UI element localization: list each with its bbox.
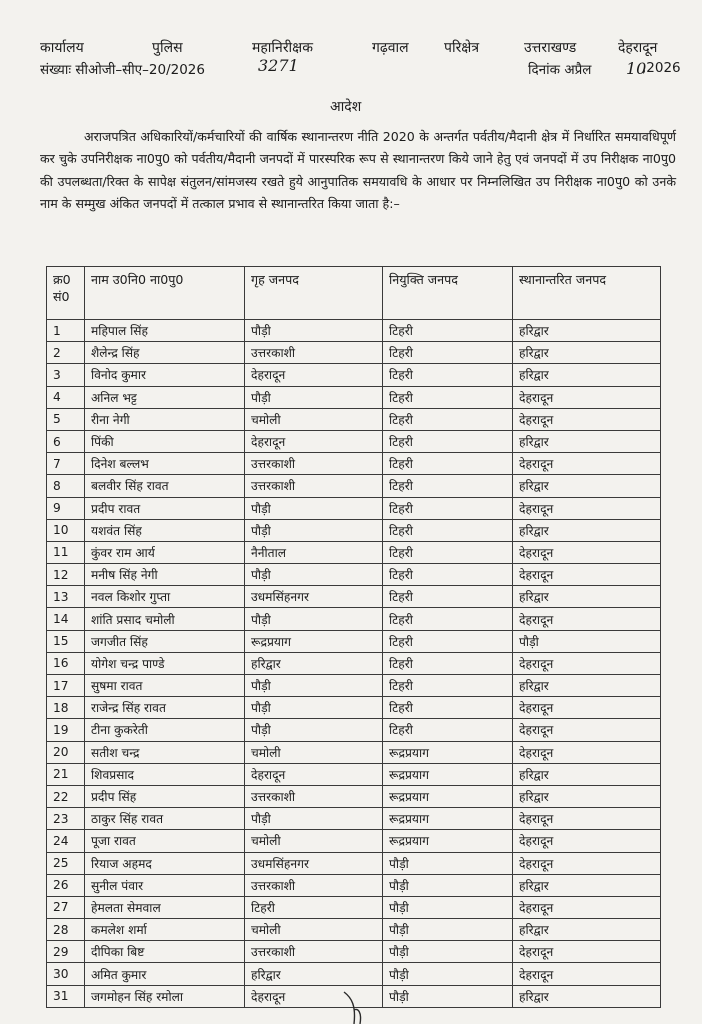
cell-transfer-district: हरिद्वार (513, 675, 661, 697)
cell-posting-district: टिहरी (383, 564, 513, 586)
order-title: आदेश (330, 99, 362, 115)
cell-posting-district: टिहरी (383, 608, 513, 630)
cell-sno: 1 (47, 320, 85, 342)
reference-line (40, 56, 681, 80)
cell-name: अमित कुमार (85, 963, 245, 985)
header-word: देहरादून (618, 40, 658, 56)
cell-sno: 30 (47, 963, 85, 985)
date-label: दिनांक अप्रैल (528, 62, 592, 78)
cell-transfer-district: हरिद्वार (513, 342, 661, 364)
cell-transfer-district: देहरादून (513, 564, 661, 586)
cell-sno: 7 (47, 453, 85, 475)
cell-sno: 14 (47, 608, 85, 630)
cell-home-district: देहरादून (245, 430, 383, 452)
cell-name: ठाकुर सिंह रावत (85, 808, 245, 830)
cell-transfer-district: देहरादून (513, 453, 661, 475)
table-row (47, 564, 661, 586)
cell-posting-district: टिहरी (383, 586, 513, 608)
cell-name: नवल किशोर गुप्ता (85, 586, 245, 608)
cell-posting-district: पौड़ी (383, 896, 513, 918)
cell-name: रियाज अहमद (85, 852, 245, 874)
table-row (47, 320, 661, 342)
col-header-sno (47, 267, 85, 320)
cell-name: टीना कुकरेती (85, 719, 245, 741)
cell-transfer-district: देहरादून (513, 386, 661, 408)
cell-transfer-district: हरिद्वार (513, 430, 661, 452)
table-row (47, 763, 661, 785)
table-header-row (47, 267, 661, 320)
cell-home-district: हरिद्वार (245, 652, 383, 674)
cell-home-district: पौड़ी (245, 497, 383, 519)
cell-sno: 20 (47, 741, 85, 763)
cell-sno: 13 (47, 586, 85, 608)
cell-sno: 15 (47, 630, 85, 652)
cell-posting-district: पौड़ी (383, 874, 513, 896)
cell-transfer-district: देहरादून (513, 963, 661, 985)
cell-transfer-district: हरिद्वार (513, 763, 661, 785)
cell-sno: 9 (47, 497, 85, 519)
cell-name: बलवीर सिंह रावत (85, 475, 245, 497)
cell-posting-district: टिहरी (383, 386, 513, 408)
table-row (47, 519, 661, 541)
cell-transfer-district: हरिद्वार (513, 519, 661, 541)
cell-sno: 22 (47, 785, 85, 807)
date-year: ,2026 (642, 60, 681, 76)
cell-posting-district: टिहरी (383, 630, 513, 652)
cell-sno: 26 (47, 874, 85, 896)
cell-sno: 21 (47, 763, 85, 785)
table-row (47, 475, 661, 497)
table-row (47, 586, 661, 608)
header-word: उत्तराखण्ड (524, 40, 577, 56)
cell-transfer-district: देहरादून (513, 896, 661, 918)
cell-posting-district: टिहरी (383, 408, 513, 430)
table-row (47, 652, 661, 674)
cell-posting-district: टिहरी (383, 320, 513, 342)
cell-sno: 8 (47, 475, 85, 497)
table-row (47, 896, 661, 918)
cell-sno: 18 (47, 697, 85, 719)
cell-home-district: उत्तरकाशी (245, 785, 383, 807)
cell-posting-district: रूद्रप्रयाग (383, 830, 513, 852)
cell-posting-district: टिहरी (383, 430, 513, 452)
cell-transfer-district: देहरादून (513, 652, 661, 674)
cell-posting-district: टिहरी (383, 453, 513, 475)
table-row (47, 675, 661, 697)
cell-sno: 28 (47, 919, 85, 941)
table-row (47, 741, 661, 763)
cell-transfer-district: देहरादून (513, 608, 661, 630)
cell-transfer-district: देहरादून (513, 941, 661, 963)
table-row (47, 541, 661, 563)
col-header-name: नाम उ0नि0 ना0पु0 (85, 267, 245, 320)
office-header (40, 38, 676, 58)
cell-home-district: हरिद्वार (245, 963, 383, 985)
cell-home-district: चमोली (245, 830, 383, 852)
cell-posting-district: टिहरी (383, 652, 513, 674)
cell-name: महिपाल सिंह (85, 320, 245, 342)
col-header-sno-line2: सं0 (53, 289, 70, 304)
cell-home-district: देहरादून (245, 763, 383, 785)
cell-name: शांति प्रसाद चमोली (85, 608, 245, 630)
cell-name: कमलेश शर्मा (85, 919, 245, 941)
table-row (47, 830, 661, 852)
cell-name: यशवंत सिंह (85, 519, 245, 541)
cell-sno: 23 (47, 808, 85, 830)
cell-home-district: उत्तरकाशी (245, 453, 383, 475)
cell-posting-district: पौड़ी (383, 919, 513, 941)
cell-sno: 4 (47, 386, 85, 408)
cell-transfer-district: देहरादून (513, 497, 661, 519)
cell-transfer-district: देहरादून (513, 852, 661, 874)
cell-home-district: उधमसिंहनगर (245, 852, 383, 874)
header-word: पुलिस (152, 40, 183, 56)
cell-home-district: रूद्रप्रयाग (245, 630, 383, 652)
table-row (47, 874, 661, 896)
header-word: परिक्षेत्र (444, 40, 480, 56)
table-row (47, 919, 661, 941)
table-row (47, 941, 661, 963)
cell-posting-district: पौड़ी (383, 941, 513, 963)
col-header-posting-district: नियुक्ति जनपद (383, 267, 513, 320)
table-row (47, 386, 661, 408)
cell-transfer-district: हरिद्वार (513, 985, 661, 1007)
col-header-sno-line1: क्र0 (53, 272, 71, 287)
cell-posting-district: टिहरी (383, 675, 513, 697)
cell-transfer-district: देहरादून (513, 830, 661, 852)
table-row (47, 430, 661, 452)
cell-home-district: चमोली (245, 919, 383, 941)
cell-home-district: पौड़ी (245, 519, 383, 541)
table-row (47, 785, 661, 807)
cell-name: प्रदीप सिंह (85, 785, 245, 807)
cell-transfer-district: पौड़ी (513, 630, 661, 652)
cell-name: सतीश चन्द्र (85, 741, 245, 763)
cell-transfer-district: हरिद्वार (513, 320, 661, 342)
cell-posting-district: पौड़ी (383, 852, 513, 874)
cell-home-district: टिहरी (245, 896, 383, 918)
transfer-table (46, 266, 661, 1008)
cell-sno: 17 (47, 675, 85, 697)
cell-name: प्रदीप रावत (85, 497, 245, 519)
cell-posting-district: पौड़ी (383, 985, 513, 1007)
cell-home-district: देहरादून (245, 985, 383, 1007)
header-word: कार्यालय (40, 40, 84, 56)
cell-home-district: चमोली (245, 408, 383, 430)
table-row (47, 364, 661, 386)
cell-name: दीपिका बिष्ट (85, 941, 245, 963)
table-row (47, 497, 661, 519)
table-row (47, 697, 661, 719)
cell-home-district: देहरादून (245, 364, 383, 386)
cell-home-district: उत्तरकाशी (245, 941, 383, 963)
order-body-text: अराजपत्रित अधिकारियों/कर्मचारियों की वार्षिक स्थानान्तरण नीति 2020 के अन्तर्गत पर्वतीय/मैदानी क्षेत्र में निर्धारित समयावधिपूर्ण कर चुके उपनिरीक्षक ना0पु0 को पर्वतीय/मैदानी जनपदों में पारस्परिक रूप से स्थानान्तरण किये जाने हेतु एवं जनपदों में उप निरीक्षक ना0पु0 की उपलब्धता/रिक्त के सापेक्ष संतुलन/सांमजस्य रखते हुये आनुपातिक समयावधि के आधार पर निम्नलिखित उप निरीक्षक ना0पु0 को उनके नाम के सम्मुख अंकित जनपदों में तत्काल प्रभाव से स्थानान्तरित किया जाता है:– (40, 129, 676, 212)
header-word: महानिरीक्षक (252, 40, 313, 56)
cell-posting-district: रूद्रप्रयाग (383, 763, 513, 785)
cell-transfer-district: देहरादून (513, 541, 661, 563)
table-row (47, 608, 661, 630)
table-row (47, 808, 661, 830)
cell-home-district: नैनीताल (245, 541, 383, 563)
cell-name: पूजा रावत (85, 830, 245, 852)
cell-posting-district: पौड़ी (383, 963, 513, 985)
cell-posting-district: टिहरी (383, 541, 513, 563)
cell-home-district: पौड़ी (245, 320, 383, 342)
cell-posting-district: टिहरी (383, 697, 513, 719)
cell-home-district: पौड़ी (245, 564, 383, 586)
table-row (47, 408, 661, 430)
cell-posting-district: रूद्रप्रयाग (383, 808, 513, 830)
cell-sno: 25 (47, 852, 85, 874)
reference-number: संख्याः सीओजी–सीए–20/2026 (40, 62, 205, 78)
cell-transfer-district: देहरादून (513, 741, 661, 763)
cell-transfer-district: हरिद्वार (513, 475, 661, 497)
cell-sno: 12 (47, 564, 85, 586)
cell-sno: 27 (47, 896, 85, 918)
col-header-home-district: गृह जनपद (245, 267, 383, 320)
cell-sno: 10 (47, 519, 85, 541)
table-row (47, 630, 661, 652)
cell-sno: 29 (47, 941, 85, 963)
cell-name: हेमलता सेमवाल (85, 896, 245, 918)
header-word: गढ़वाल (372, 40, 409, 56)
cell-sno: 3 (47, 364, 85, 386)
cell-name: अनिल भट्ट (85, 386, 245, 408)
cell-posting-district: टिहरी (383, 364, 513, 386)
cell-sno: 2 (47, 342, 85, 364)
cell-sno: 6 (47, 430, 85, 452)
cell-home-district: पौड़ी (245, 697, 383, 719)
cell-transfer-district: हरिद्वार (513, 919, 661, 941)
cell-transfer-district: हरिद्वार (513, 364, 661, 386)
cell-home-district: पौड़ी (245, 608, 383, 630)
cell-posting-district: टिहरी (383, 519, 513, 541)
cell-home-district: उधमसिंहनगर (245, 586, 383, 608)
table-row (47, 342, 661, 364)
cell-name: जगजीत सिंह (85, 630, 245, 652)
cell-name: शैलेन्द्र सिंह (85, 342, 245, 364)
cell-sno: 24 (47, 830, 85, 852)
cell-name: योगेश चन्द्र पाण्डे (85, 652, 245, 674)
handwritten-reference: 3271 (258, 56, 299, 75)
cell-name: राजेन्द्र सिंह रावत (85, 697, 245, 719)
cell-home-district: उत्तरकाशी (245, 342, 383, 364)
cell-transfer-district: हरिद्वार (513, 874, 661, 896)
cell-transfer-district: देहरादून (513, 697, 661, 719)
table-row (47, 852, 661, 874)
cell-name: कुंवर राम आर्य (85, 541, 245, 563)
table-row (47, 453, 661, 475)
cell-home-district: पौड़ी (245, 808, 383, 830)
table-row (47, 963, 661, 985)
cell-posting-district: टिहरी (383, 342, 513, 364)
signature-mark (338, 990, 378, 1024)
cell-home-district: पौड़ी (245, 675, 383, 697)
cell-home-district: उत्तरकाशी (245, 874, 383, 896)
cell-posting-district: रूद्रप्रयाग (383, 741, 513, 763)
cell-sno: 19 (47, 719, 85, 741)
cell-posting-district: टिहरी (383, 475, 513, 497)
cell-posting-district: टिहरी (383, 719, 513, 741)
cell-sno: 5 (47, 408, 85, 430)
cell-name: जगमोहन सिंह रमोला (85, 985, 245, 1007)
cell-name: रीना नेगी (85, 408, 245, 430)
cell-home-district: पौड़ी (245, 386, 383, 408)
cell-transfer-district: देहरादून (513, 408, 661, 430)
cell-transfer-district: देहरादून (513, 808, 661, 830)
cell-transfer-district: देहरादून (513, 719, 661, 741)
cell-name: मनीष सिंह नेगी (85, 564, 245, 586)
handwritten-date: 10 (626, 59, 647, 78)
cell-sno: 16 (47, 652, 85, 674)
cell-sno: 11 (47, 541, 85, 563)
cell-name: विनोद कुमार (85, 364, 245, 386)
col-header-transfer-district: स्थानान्तरित जनपद (513, 267, 661, 320)
cell-transfer-district: हरिद्वार (513, 586, 661, 608)
cell-name: सुषमा रावत (85, 675, 245, 697)
cell-transfer-district: हरिद्वार (513, 785, 661, 807)
cell-name: पिंकी (85, 430, 245, 452)
cell-home-district: पौड़ी (245, 719, 383, 741)
cell-name: सुनील पंवार (85, 874, 245, 896)
cell-posting-district: रूद्रप्रयाग (383, 785, 513, 807)
cell-home-district: उत्तरकाशी (245, 475, 383, 497)
cell-home-district: चमोली (245, 741, 383, 763)
cell-posting-district: टिहरी (383, 497, 513, 519)
table-row (47, 719, 661, 741)
cell-name: शिवप्रसाद (85, 763, 245, 785)
cell-sno: 31 (47, 985, 85, 1007)
cell-name: दिनेश बल्लभ (85, 453, 245, 475)
